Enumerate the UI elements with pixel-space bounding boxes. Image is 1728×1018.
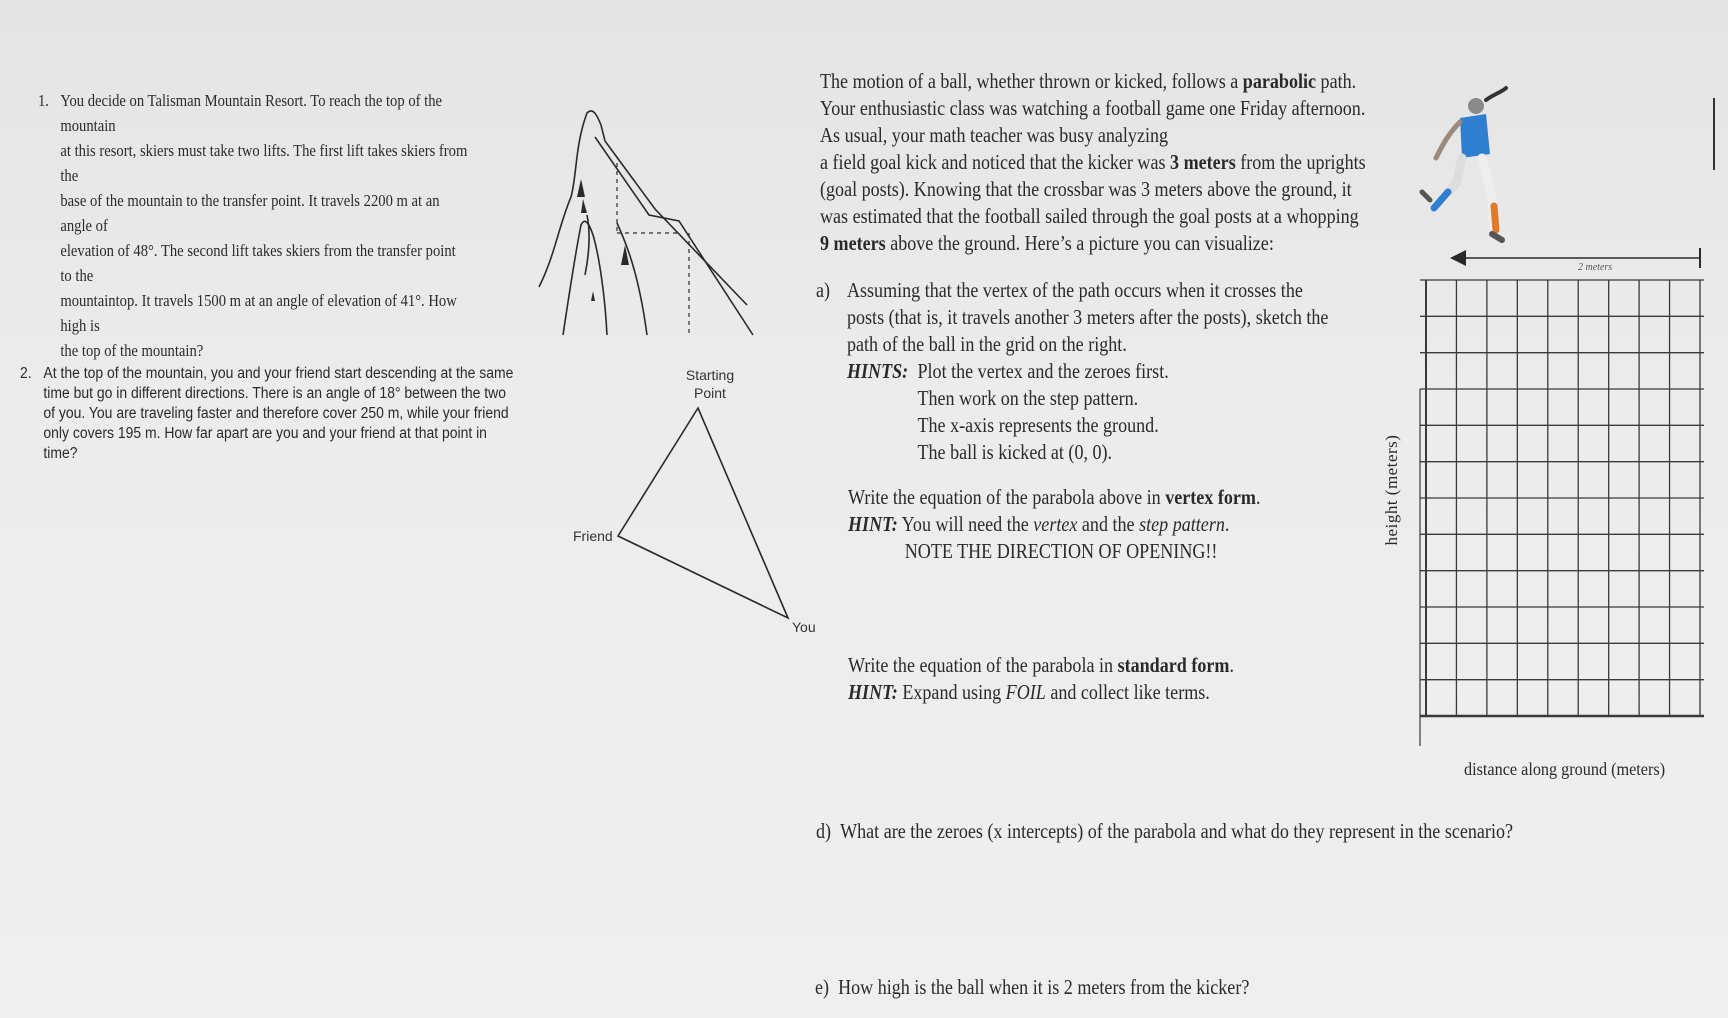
direction-note: NOTE THE DIRECTION OF OPENING!! <box>904 539 1218 563</box>
friend-label: Friend <box>573 528 613 544</box>
part-b: Write the equation of the parabola above in vertex form. HINT: You will need the vertex and the step pattern. NOTE THE DIRECTION OF OPENING!! <box>848 484 1330 565</box>
part-letter: a) <box>816 278 831 302</box>
part-e: e) How high is the ball when it is 2 meters from the kicker? <box>815 975 1250 999</box>
q1-line: You decide on Talisman Mountain Resort. To reach the top of the mountain <box>60 91 443 135</box>
kicker-illustration <box>1420 88 1530 258</box>
starting-point-label: Starting Point <box>685 367 735 401</box>
question-2 <box>20 364 560 464</box>
q1-line: elevation of 48°. The second lift takes skiers from the transfer point to the <box>60 241 456 285</box>
bold-term: parabolic <box>1242 69 1317 93</box>
answer-grid <box>1414 276 1704 746</box>
hints-label: HINTS: <box>846 359 909 383</box>
q1-line: mountaintop. It travels 1500 m at an angle of elevation of 41°. How high is <box>60 291 457 335</box>
q1-line: base of the mountain to the transfer point. It travels 2200 m at an angle of <box>60 191 440 235</box>
bold-term: 9 meters <box>820 231 886 255</box>
page-edge-mark <box>1713 98 1715 170</box>
part-c: Write the equation of the parabola in standard form. HINT: Expand using FOIL and collect like terms. <box>848 653 1234 704</box>
part-a: a) Assuming that the vertex of the path occurs when it crosses the posts (that is, it travels another 3 meters after the posts), sketch the path of the ball in the grid on the right. HINTS: Plot the vertex and the zeroes first. Then work on the step pattern. The x-axis represents the ground. The ball is kicked at (0, 0). <box>816 278 1329 464</box>
bold-term: 3 meters <box>1170 150 1236 174</box>
y-axis-label: height (meters) <box>1382 434 1401 546</box>
question-number: 1. <box>38 91 49 110</box>
q2-line: At the top of the mountain, you and your friend start descending at the same <box>43 365 514 382</box>
q2-line: of you. You are traveling faster and therefore cover 250 m, while your friend <box>43 405 509 422</box>
part-d: d) What are the zeroes (x intercepts) of the parabola and what do they represent in the scenario? <box>816 819 1514 843</box>
distance-arrow-label: 2 meters <box>1578 262 1613 273</box>
q2-line: time? <box>43 445 78 462</box>
mountain-lift-diagram <box>535 105 765 345</box>
q2-line: time but go in different directions. There is an angle of 18° between the two <box>43 385 507 402</box>
x-axis-label: distance along ground (meters) <box>1464 759 1666 779</box>
you-label: You <box>792 619 816 635</box>
question-number: 2. <box>20 365 32 382</box>
intro-paragraph: The motion of a ball, whether thrown or kicked, follows a parabolic path. Your enthusiastic class was watching a football game one Friday afternoon. As usual, your math teacher was busy analyzing a field goal kick and noticed that the kicker was 3 meters from the uprights (goal posts). Knowing that the crossbar was 3 meters above the ground, it was estimated that the football sailed through the goal posts at a whopping 9 meters above the ground. Here’s a picture you can visualize: <box>820 69 1366 255</box>
triangle-diagram <box>610 400 810 620</box>
q2-line: only covers 195 m. How far apart are you and your friend at that point in <box>43 425 487 442</box>
question-1 <box>38 88 468 363</box>
q1-line: at this resort, skiers must take two lifts. The first lift takes skiers from the <box>60 141 468 185</box>
q1-line: the top of the mountain? <box>60 341 204 360</box>
